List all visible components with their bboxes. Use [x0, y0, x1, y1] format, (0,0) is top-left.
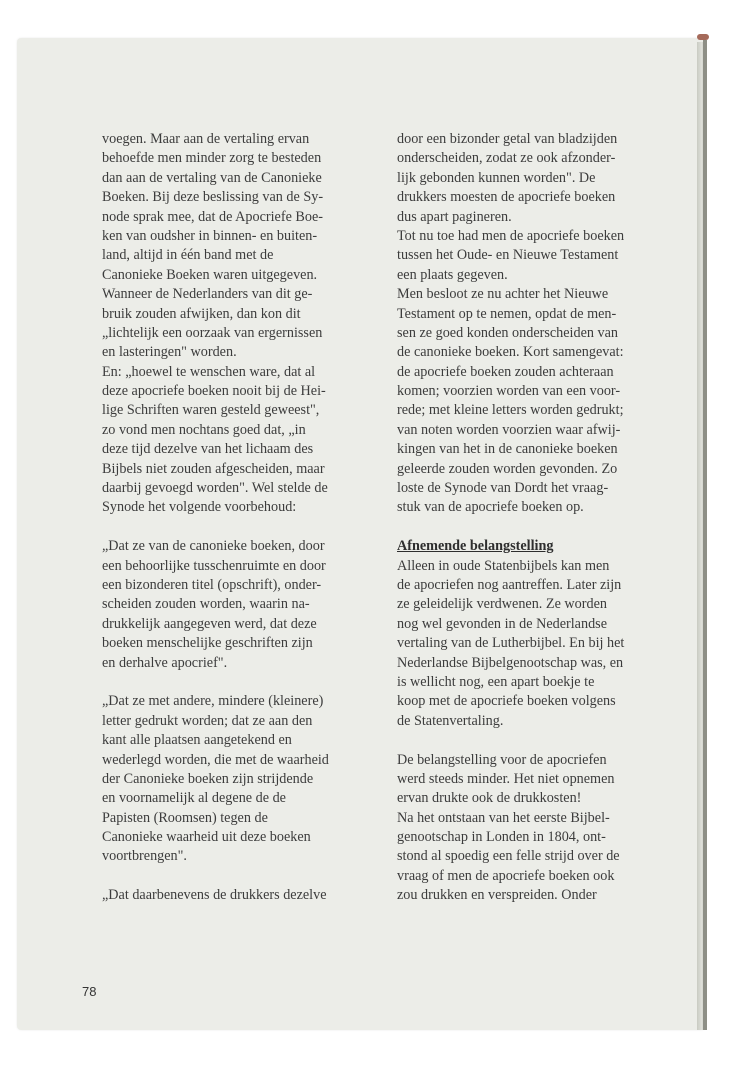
- text-line: Boeken. Bij deze beslissing van de Sy-: [102, 189, 324, 206]
- text-line: Canonieke waarheid uit deze boeken: [102, 829, 311, 846]
- text-line: ervan drukte ook de drukkosten!: [397, 790, 582, 807]
- text-line: deze apocriefe boeken nooit bij de Hei-: [102, 383, 326, 400]
- text-line: ze geleidelijk verdwenen. Ze worden: [397, 596, 607, 613]
- text-line: „lichtelijk een oorzaak van ergernissen: [102, 324, 323, 341]
- text-line: Na het ontstaan van het eerste Bijbel-: [397, 809, 610, 826]
- text-line: drukkelijk aangegeven werd, dat deze: [102, 615, 317, 632]
- text-line: „Dat daarbenevens de drukkers dezelve: [102, 887, 327, 904]
- text-line: voortbrengen".: [102, 848, 187, 865]
- text-line: En: „hoewel te wenschen ware, dat al: [102, 363, 316, 380]
- text-line: en voornamelijk al degene de de: [102, 790, 286, 807]
- text-line: en lasteringen" worden.: [102, 344, 237, 361]
- text-line: stond al spoedig een felle strijd over de: [397, 848, 620, 865]
- text-line: De belangstelling voor de apocriefen: [397, 751, 607, 768]
- text-line: lijk gebonden kunnen worden". De: [397, 169, 596, 186]
- text-line: „Dat ze met andere, mindere (kleinere): [102, 693, 324, 710]
- text-line: dan aan de vertaling van de Canonieke: [102, 169, 322, 186]
- text-line: ken van oudsher in binnen- en buiten-: [102, 227, 318, 244]
- paragraph-gap: [102, 673, 370, 692]
- text-line: en derhalve apocrief".: [102, 654, 228, 671]
- text-line: Alleen in oude Statenbijbels kan men: [397, 557, 610, 574]
- text-line: Canonieke Boeken waren uitgegeven.: [102, 266, 318, 283]
- text-line: zo vond men nochtans goed dat, „in: [102, 421, 306, 438]
- text-line: van noten worden voorzien waar afwij-: [397, 421, 621, 438]
- text-line: Synode het volgende voorbehoud:: [102, 499, 297, 516]
- text-line: een plaats gegeven.: [397, 266, 508, 283]
- text-line: behoefde men minder zorg te besteden: [102, 150, 322, 167]
- text-line: nog wel gevonden in de Nederlandse: [397, 615, 607, 632]
- section-heading: Afnemende belangstelling: [397, 538, 554, 555]
- text-line: boeken menschelijke geschriften zijn: [102, 635, 313, 652]
- text-line: Papisten (Roomsen) tegen de: [102, 809, 268, 826]
- text-line: geleerde zouden worden gevonden. Zo: [397, 460, 618, 477]
- right-column-top-text: [397, 130, 667, 518]
- left-column: [102, 130, 370, 906]
- paragraph-gap: [397, 731, 667, 750]
- text-line: dus apart pagineren.: [397, 208, 512, 225]
- right-column-bottom-text: [397, 557, 667, 906]
- text-line: is wellicht nog, een apart boekje te: [397, 673, 595, 690]
- text-line: werd steeds minder. Het niet opnemen: [397, 770, 615, 787]
- text-line: Testament op te nemen, opdat de men-: [397, 305, 617, 322]
- text-line: „Dat ze van de canonieke boeken, door: [102, 538, 325, 555]
- text-line: Tot nu toe had men de apocriefe boeken: [397, 227, 625, 244]
- right-column: [397, 130, 667, 906]
- text-line: onderscheiden, zodat ze ook afzonder-: [397, 150, 616, 167]
- text-line: daarbij gevoegd worden". Wel stelde de: [102, 480, 328, 497]
- text-line: scheiden zouden worden, waarin na-: [102, 596, 310, 613]
- book-spine-edge: [703, 40, 707, 1030]
- text-line: node sprak mee, dat de Apocriefe Boe-: [102, 208, 324, 225]
- text-line: sen ze goed konden onderscheiden van: [397, 324, 619, 341]
- text-line: bruik zouden afwijken, dan kon dit: [102, 305, 301, 322]
- page-number: 78: [82, 984, 97, 999]
- text-line: tussen het Oude- en Nieuwe Testament: [397, 247, 619, 264]
- bookmark-ribbon: [697, 34, 709, 40]
- text-line: Nederlandse Bijbelgenootschap was, en: [397, 654, 624, 671]
- text-line: voegen. Maar aan de vertaling ervan: [102, 131, 310, 147]
- text-line: Wanneer de Nederlanders van dit ge-: [102, 286, 313, 303]
- text-line: der Canonieke boeken zijn strijdende: [102, 770, 314, 787]
- text-line: vertaling van de Lutherbijbel. En bij het: [397, 635, 625, 652]
- text-line: lige Schriften waren gesteld geweest",: [102, 402, 320, 419]
- text-line: deze tijd dezelve van het lichaam des: [102, 441, 314, 458]
- text-line: rede; met kleine letters worden gedrukt;: [397, 402, 624, 419]
- paragraph-gap: [102, 867, 370, 886]
- text-line: kingen van het in de canonieke boeken: [397, 441, 618, 458]
- text-line: de Statenvertaling.: [397, 712, 504, 729]
- text-line: stuk van de apocriefe boeken op.: [397, 499, 584, 516]
- text-line: de canonieke boeken. Kort samengevat:: [397, 344, 624, 361]
- text-line: een bizonderen titel (opschrift), onder-: [102, 576, 322, 593]
- text-line: Men besloot ze nu achter het Nieuwe: [397, 286, 609, 303]
- text-line: koop met de apocriefe boeken volgens: [397, 693, 616, 710]
- paragraph-gap: [102, 518, 370, 537]
- text-line: komen; voorzien worden van een voor-: [397, 383, 621, 400]
- text-line: een behoorlijke tusschenruimte en door: [102, 557, 326, 574]
- text-line: vraag of men de apocriefe boeken ook: [397, 867, 615, 884]
- text-line: genootschap in Londen in 1804, ont-: [397, 829, 606, 846]
- text-line: drukkers moesten de apocriefe boeken: [397, 189, 616, 206]
- text-line: loste de Synode van Dordt het vraag-: [397, 480, 609, 497]
- text-line: wederlegd worden, die met de waarheid: [102, 751, 329, 768]
- text-line: land, altijd in één band met de: [102, 247, 274, 264]
- text-line: letter gedrukt worden; dat ze aan den: [102, 712, 313, 729]
- text-line: zou drukken en verspreiden. Onder: [397, 887, 597, 904]
- text-line: de apocriefen nog aantreffen. Later zijn: [397, 576, 622, 593]
- text-line: door een bizonder getal van bladzijden: [397, 131, 618, 147]
- text-line: de apocriefe boeken zouden achteraan: [397, 363, 614, 380]
- text-line: kant alle plaatsen aangetekend en: [102, 732, 292, 749]
- text-line: Bijbels niet zouden afgescheiden, maar: [102, 460, 325, 477]
